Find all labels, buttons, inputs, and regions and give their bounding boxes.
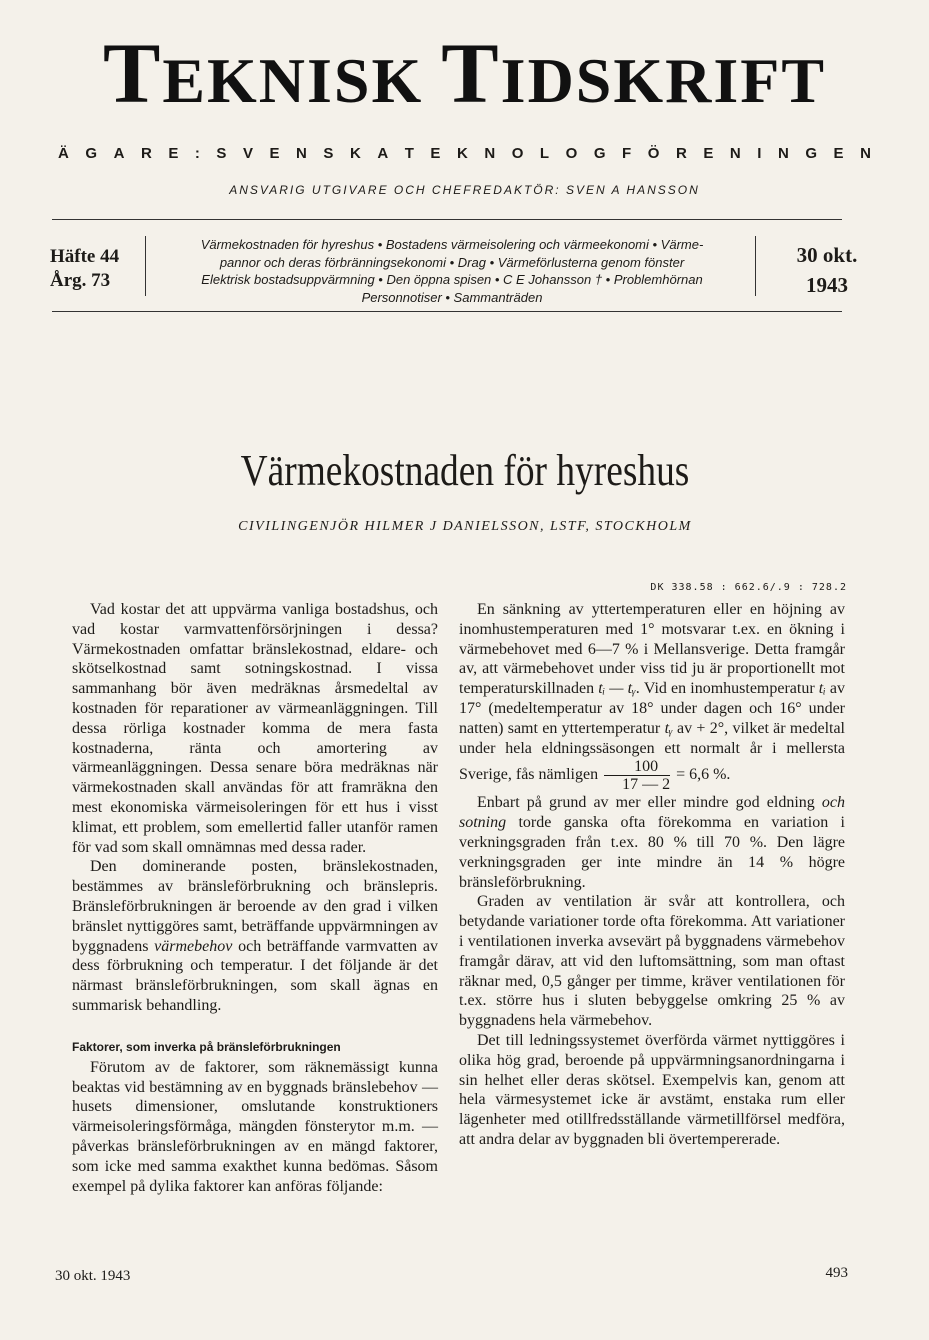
article-author: CIVILINGENJÖR HILMER J DANIELSSON, LSTF, STOCKHOLM xyxy=(238,519,692,534)
publisher-letter: R xyxy=(675,145,687,162)
divider-right xyxy=(755,236,756,296)
publisher-letter: R xyxy=(140,145,152,162)
text-run: och beträffande varmvatten av dess förbrukning och temperatur. I det följande är det närmast bränsleförbrukningen, som skall ägnas en summarisk behandling. xyxy=(72,937,439,1014)
publisher-letter: E xyxy=(703,145,714,162)
issue-contents xyxy=(158,236,746,306)
title-rest-2: IDSKRIFT xyxy=(500,45,827,116)
journal-title xyxy=(0,25,929,121)
editor-line: ANSVARIG UTGIVARE OCH CHEFREDAKTÖR: SVEN A HANSSON xyxy=(229,183,700,197)
contents-line: Elektrisk bostadsuppvärmning • Den öppna spisen • C E Johansson † • Problemhörnan xyxy=(201,272,703,287)
footer-date: 30 okt. 1943 xyxy=(55,1268,131,1284)
publisher-letter: T xyxy=(404,145,414,162)
publisher-letter: K xyxy=(349,145,361,162)
publisher-letter: Ä xyxy=(58,145,69,162)
issue-number xyxy=(50,245,138,293)
title-initial-2: T xyxy=(441,25,501,121)
publisher-letter: L xyxy=(539,145,550,162)
emphasis: värmebehov xyxy=(154,937,233,955)
fraction xyxy=(604,758,670,793)
text-run: Enbart på grund av mer eller mindre god eldning xyxy=(477,794,822,812)
publisher-letter: O xyxy=(511,145,524,162)
text-run: En sänkning av yttertemperaturen eller en höjning av inomhustemperaturen med 1° motsvarar t.ex. en ökning i värmebehovet med 6—7 % i Mellansverige. Detta framgår av, att värmebehovet under viss tid ju är proportionellt mot temperaturskillnaden xyxy=(459,601,845,698)
title-initial-1: T xyxy=(102,25,163,121)
section-subheading: Faktorer, som inverka på bränsleförbrukningen xyxy=(72,1039,341,1054)
contents-line: pannor och deras förbränningsekonomi • Drag • Värmeförlusterna genom fönster xyxy=(219,254,685,270)
publisher-letter: G xyxy=(593,145,606,162)
publisher-letter: I xyxy=(757,145,762,162)
article-title: Värmekostnaden för hyreshus xyxy=(240,446,690,495)
text-run: . Vid en inomhustemperatur xyxy=(635,680,819,698)
formula-inline: tᵢ — tᵧ xyxy=(598,680,636,698)
fraction-result: = 6,6 %. xyxy=(676,766,731,784)
contents-line: Värmekostnaden för hyreshus • Bostadens värmeisolering och värmeekonomi • Värme- xyxy=(200,237,704,252)
paragraph xyxy=(459,600,845,793)
publisher-letter: A xyxy=(377,145,389,162)
left-column xyxy=(72,600,438,1196)
publisher-letter: F xyxy=(622,145,632,162)
publisher-letter: A xyxy=(113,145,125,162)
fraction-denominator: 17 — 2 xyxy=(622,776,671,794)
paragraph: Förutom av de faktorer, som räknemässigt kunna beaktas vid bestämning av en byggnads bränslebehov — husets dimensioner, omslutande konstruktioners värmeisoleringsförmåga, mängden fönsterytor m.m. — påverkas bränsleförbrukningen av en mängd faktorer, som icke med samma exakthet kunna bedömas. Såsom exempel på dylika faktorer kan anföras följande: xyxy=(72,1058,438,1195)
issue-hafte: Häfte 44 xyxy=(50,246,120,267)
publisher-letter: N xyxy=(860,145,871,162)
dk-classification: DK 338.58 : 662.6/.9 : 728.2 xyxy=(650,582,847,593)
issue-date-year: 1943 xyxy=(806,273,848,297)
paragraph xyxy=(459,793,845,892)
publisher-letter: Ö xyxy=(647,145,660,162)
publisher-letter: O xyxy=(565,145,578,162)
title-rest-1: EKNISK xyxy=(162,45,424,116)
publisher-letter: N xyxy=(729,145,741,162)
right-column xyxy=(459,600,845,1150)
paragraph xyxy=(72,857,438,1015)
publisher-letter: N xyxy=(777,145,789,162)
publisher-letter: V xyxy=(242,145,253,162)
publisher-letter: S xyxy=(323,145,334,162)
publisher-letter: E xyxy=(269,145,280,162)
issue-date xyxy=(762,240,892,300)
publisher-letter: N xyxy=(484,145,496,162)
page-number: 493 xyxy=(825,1265,848,1281)
text-run: av 17° (medeltemperatur av 18° under dagen och 16° under natten) samt en yttertemperatur xyxy=(459,680,845,737)
text-run: av + 2°, vilket är medeltal under hela eldningssäsongen ett normalt år i mellersta Sverige, fås nämligen xyxy=(459,719,846,784)
publisher-letter: E xyxy=(833,145,844,162)
formula-inline: tᵧ xyxy=(664,719,673,737)
publisher-letter: G xyxy=(805,145,817,162)
publisher-letter: E xyxy=(430,145,441,162)
formula-inline: tᵢ xyxy=(818,680,826,698)
publisher-letter: N xyxy=(296,145,307,162)
issue-arg: Årg. 73 xyxy=(50,270,111,291)
issue-date-day: 30 okt. xyxy=(796,243,858,267)
text-run: torde ganska ofta förekomma en variation i verkningsgraden från t.ex. 80 % till 70 %. Den lägre verkningsgraden ger inte mindre än 14 % högre bränsleförbrukning. xyxy=(459,814,845,891)
publisher-letter: G xyxy=(85,145,98,162)
fraction-numerator: 100 xyxy=(604,758,670,776)
publisher-letter: S xyxy=(216,145,227,162)
header-rule-top xyxy=(52,219,842,220)
publisher-letter: : xyxy=(194,145,200,162)
publisher-line xyxy=(58,145,871,162)
paragraph: Det till ledningssystemet överförda värmet nyttiggöres i olika hög grad, beroende på uppvärmningsanordningarna i sin helhet eller deras skötsel. Exempelvis kan, genom att hela värmesystemet icke är avstämt, enstaka rum eller lägenheter med otillfredsställande värmetillförsel medföra, att andra delar av byggnaden bli övertempererade. xyxy=(459,1031,845,1148)
emphasis: och sotning xyxy=(459,794,845,832)
paragraph: Graden av ventilation är svår att kontrollera, och betydande variationer torde ofta förekomma. Att variationer i ventilationen inverka avsevärt på byggnadens värmebehov framgår därav, att vid den luftomsättning, som man oftast räknar med, 0,5 gånger per timme, kräver ventilationen för t.ex. större hus i sluten bebyggelse omkring 25 % av byggnadens hela värmebehov. xyxy=(459,893,845,1030)
contents-line: Personnotiser • Sammanträden xyxy=(361,289,543,305)
paragraph: Vad kostar det att uppvärma vanliga bostadshus, och vad kostar varmvattenförsörjningen i dessa? Värmekostnaden omfattar bränslekostnad, eldare- och skötselkostnad samt sotningskostnad. I vissa sammanhang bör även medräknas årsmedeltal av kostnaden för reparationer av värmeanläggningen. Till dessa rörliga kostnader komma de mera fasta kostnaderna, ränta och amortering av värmeanläggningen. Dessa senare böra medräknas när värmekostnaden skall användas för att framräkna den mest ekonomiska värmeisoleringen för ett hus i visst klimat, ett problem, som emellertid faller utanför ramen för vad som skall omnämnas med dessa rader. xyxy=(72,601,438,856)
header-rule-bottom xyxy=(52,311,842,312)
divider-left xyxy=(145,236,146,296)
text-run: Den dominerande posten, bränslekostnaden, bestämmes av bränsleförbrukning och bränslepris. Bränsleförbrukningen är beroende av den grad i vilken bränslet nyttiggöres samt, beträffande uppvärmningen av byggnadens xyxy=(72,858,438,955)
publisher-letter: E xyxy=(168,145,179,162)
publisher-letter: K xyxy=(456,145,468,162)
